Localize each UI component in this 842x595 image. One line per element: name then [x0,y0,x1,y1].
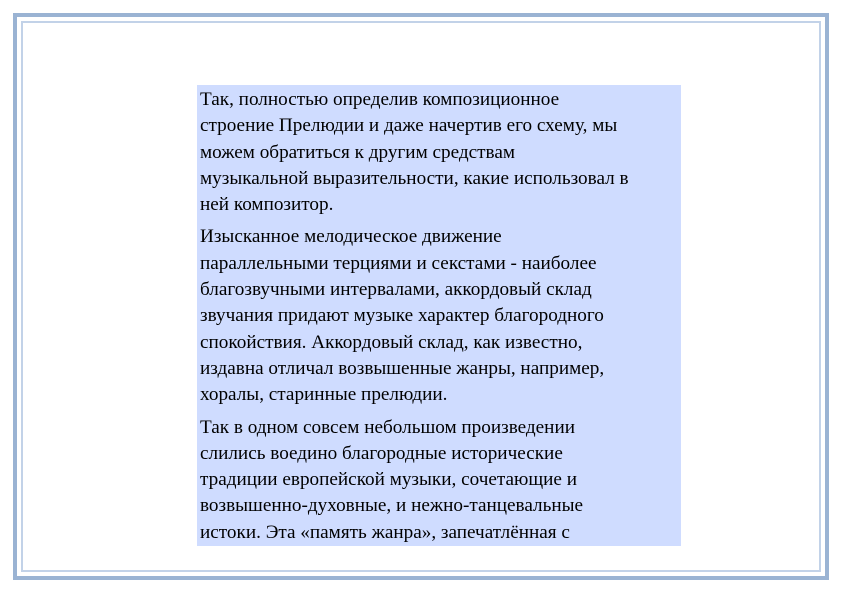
paragraph-3 [200,415,681,546]
text-line: музыкальной выразительности, какие использовал в [200,167,629,189]
text-line: параллельными терциями и секстами - наиболее [200,252,597,274]
text-line: можем обратиться к другим средствам [200,141,516,163]
text-line: Так, полностью определив композиционное [200,89,560,110]
text-line: хоралы, старинные прелюдии. [200,384,448,406]
text-line: издавна отличал возвышенные жанры, например, [200,357,605,379]
text-line: строение Прелюдии и даже начертив его схему, мы [200,115,618,137]
text-block [197,85,681,546]
text-line: спокойствия. Аккордовый склад, как известно, [200,331,583,353]
text-line: слились воедино благородные исторические [200,442,563,464]
text-line: традиции европейской музыки, сочетающие и [200,469,577,491]
text-line: Изысканное мелодическое движение [200,226,502,248]
paragraph-2 [200,224,681,408]
text-line: звучания придают музыке характер благородного [200,305,604,327]
text-line: Так в одном совсем небольшом произведении [200,416,575,438]
text-line: истоки. Эта «память жанра», запечатлённая с [200,521,570,543]
text-line: благозвучными интервалами, аккордовый склад [200,279,592,301]
text-line: ней композитор. [200,194,334,216]
paragraph-1 [200,87,681,218]
text-line: возвышенно-духовные, и нежно-танцевальные [200,495,584,517]
